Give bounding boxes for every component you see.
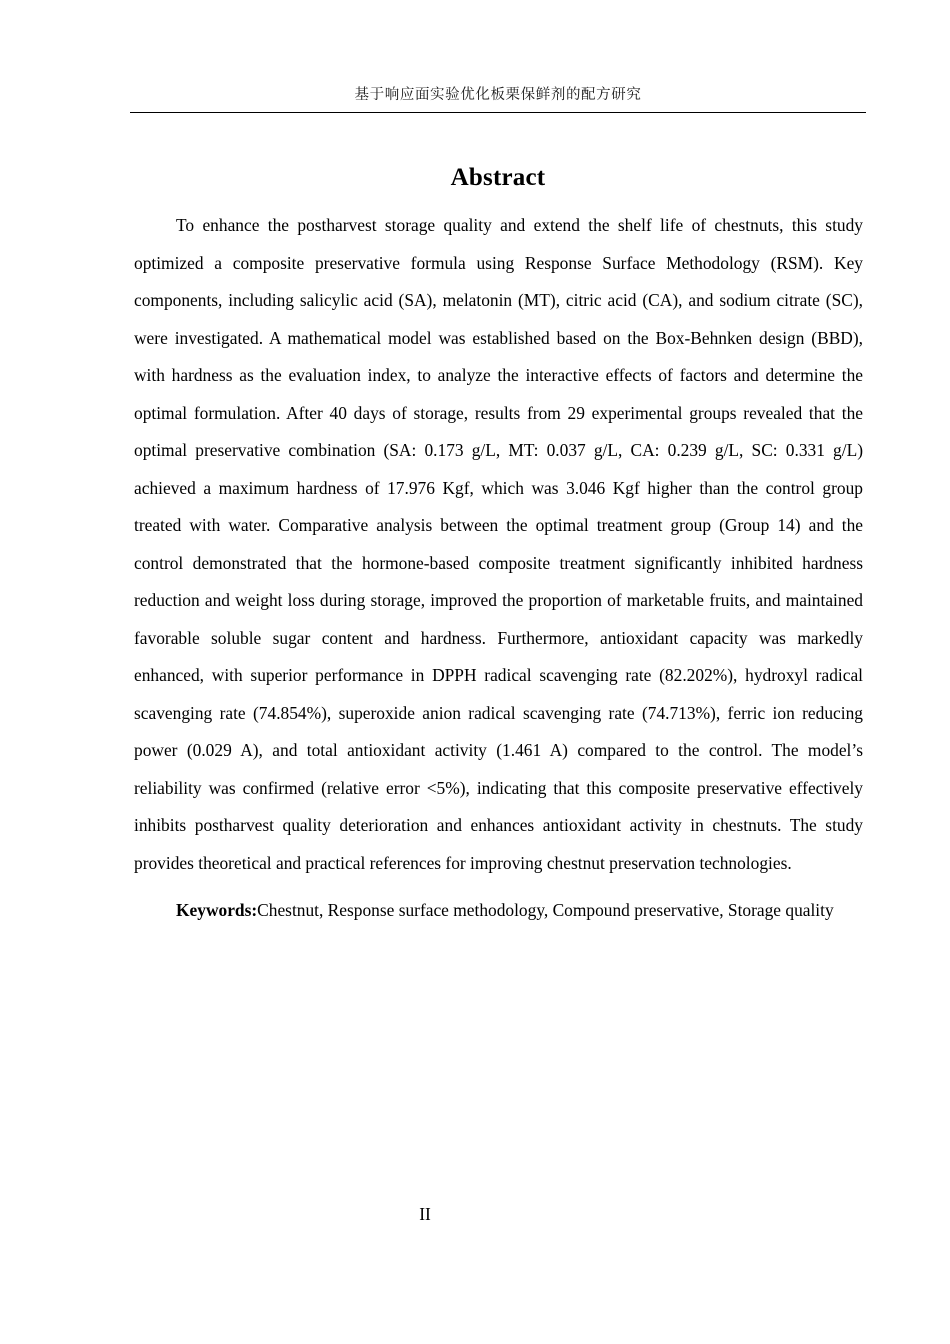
abstract-paragraph: To enhance the postharvest storage quality and extend the shelf life of chestnuts, this study optimized a composite preservative formula using Response Surface Methodology (RSM). Key components, including salicylic acid (SA), melatonin (MT), citric acid (CA), and sodium citrate (SC), were investigated. A mathematical model was established based on the Box-Behnken design (BBD), with hardness as the evaluation index, to analyze the interactive effects of factors and determine the optimal formulation. After 40 days of storage, results from 29 experimental groups revealed that the optimal preservative combination (SA: 0.173 g/L, MT: 0.037 g/L, CA: 0.239 g/L, SC: 0.331 g/L) achieved a maximum hardness of 17.976 Kgf, which was 3.046 Kgf higher than the control group treated with water. Comparative analysis between the optimal treatment group (Group 14) and the control demonstrated that the hormone-based composite treatment significantly inhibited hardness reduction and weight loss during storage, improved the proportion of marketable fruits, and maintained favorable soluble sugar content and hardness. Furthermore, antioxidant capacity was markedly enhanced, with superior performance in DPPH radical scavenging rate (82.202%), hydroxyl radical scavenging rate (74.854%), superoxide anion radical scavenging rate (74.713%), ferric ion reducing power (0.029 A), and total antioxidant activity (1.461 A) compared to the control. The model’s reliability was confirmed (relative error <5%), indicating that this composite preservative effectively inhibits postharvest quality deterioration and enhances antioxidant activity in chestnuts. The study provides theoretical and practical references for improving chestnut preservation technologies. bbox=[134, 215, 863, 873]
keywords-label: Keywords: bbox=[176, 900, 258, 920]
running-header: 基于响应面实验优化板栗保鲜剂的配方研究 bbox=[354, 87, 642, 103]
abstract-body bbox=[134, 207, 863, 930]
keywords-value: Chestnut, Response surface methodology, Compound preservative, Storage quality bbox=[257, 900, 834, 920]
keywords-line bbox=[134, 892, 863, 930]
page-title: Abstract bbox=[450, 163, 546, 191]
page-number: II bbox=[419, 1204, 431, 1224]
header-divider-rule bbox=[130, 112, 866, 113]
